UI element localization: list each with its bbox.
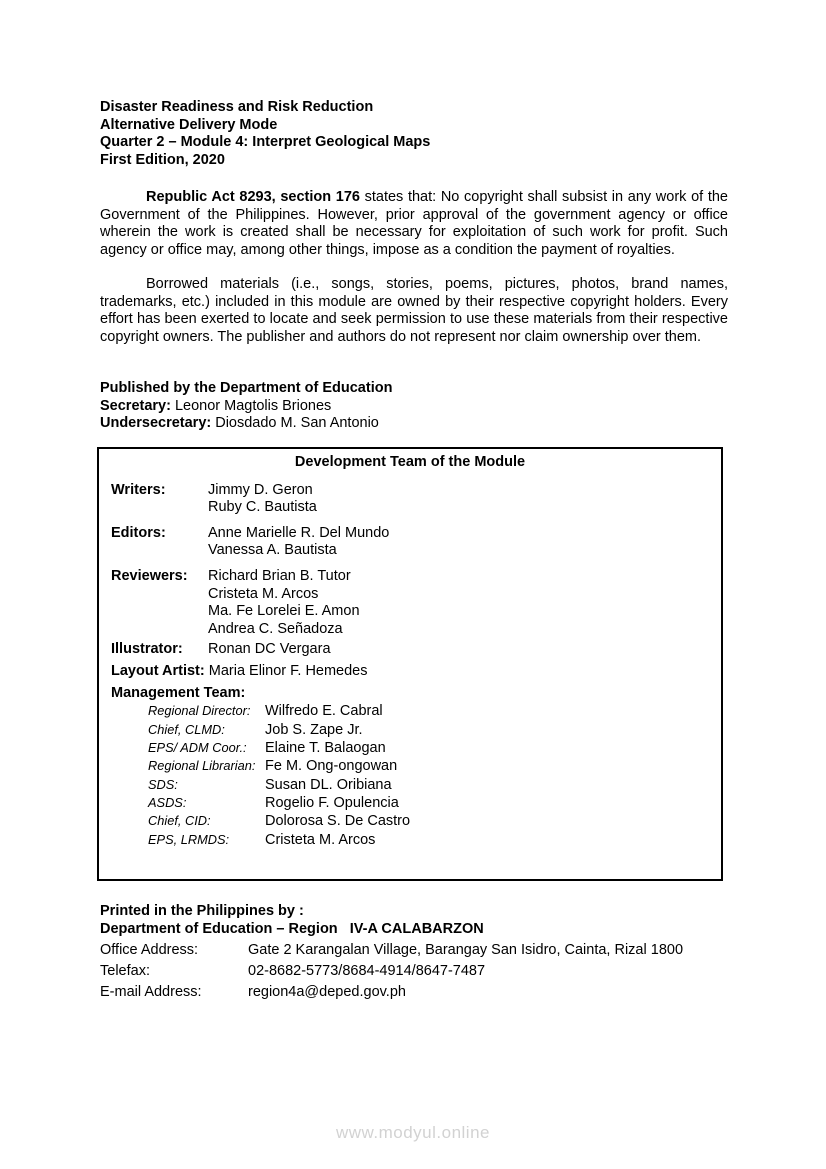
undersecretary-line — [100, 415, 728, 433]
development-team-title: Development Team of the Module — [294, 454, 526, 470]
publisher-block — [100, 380, 728, 433]
module-header — [100, 99, 728, 169]
management-team-list — [148, 702, 709, 849]
printed-in-line: Printed in the Philippines by : — [100, 903, 304, 919]
management-row — [148, 812, 709, 830]
management-role: EPS/ ADM Coor.: — [148, 739, 247, 755]
secretary-line — [100, 398, 728, 416]
editors-names — [208, 525, 389, 560]
layout-artist-name: Maria Elinor F. Hemedes — [208, 662, 368, 679]
writer-name: Jimmy D. Geron — [208, 481, 313, 498]
management-name: Cristeta M. Arcos — [265, 831, 376, 848]
management-row — [148, 721, 709, 739]
layout-artist-label: Layout Artist: — [111, 662, 205, 679]
writer-name: Ruby C. Bautista — [208, 499, 317, 516]
management-role: Regional Director: — [148, 703, 251, 719]
development-team-body — [99, 482, 721, 850]
reviewer-name: Richard Brian B. Tutor — [208, 567, 351, 584]
reviewers-row — [111, 568, 709, 638]
module-edition: First Edition, 2020 — [100, 151, 225, 168]
printing-department-line: Department of Education – Region IV-A CALABARZON — [100, 920, 484, 937]
management-name: Dolorosa S. De Castro — [265, 813, 411, 830]
editor-name: Anne Marielle R. Del Mundo — [208, 524, 390, 541]
illustrator-name: Ronan DC Vergara — [208, 641, 331, 658]
management-role: Chief, CLMD: — [148, 721, 225, 737]
development-team-box — [97, 447, 723, 881]
module-title: Quarter 2 – Module 4: Interpret Geological Maps — [100, 134, 431, 151]
editor-name: Vanessa A. Bautista — [208, 542, 337, 559]
management-row — [148, 831, 709, 849]
management-team-label: Management Team: — [111, 684, 246, 701]
module-series-title: Disaster Readiness and Risk Reduction — [100, 99, 374, 115]
watermark-text: www.modyul.online — [335, 1123, 490, 1142]
layout-artist-row — [111, 663, 709, 681]
reviewer-name: Cristeta M. Arcos — [208, 585, 319, 602]
management-role: Chief, CID: — [148, 813, 211, 829]
email-row — [100, 984, 728, 1002]
secretary-name: Leonor Magtolis Briones — [174, 397, 332, 414]
management-row — [148, 757, 709, 775]
management-name: Elaine T. Balaogan — [265, 739, 386, 756]
management-role: EPS, LRMDS: — [148, 831, 230, 847]
management-row — [148, 739, 709, 757]
management-row — [148, 702, 709, 720]
copyright-paragraph-republic-act — [100, 189, 728, 259]
management-role: SDS: — [148, 776, 178, 792]
secretary-label: Secretary: — [100, 397, 171, 414]
management-name: Susan DL. Oribiana — [265, 776, 392, 793]
editors-label: Editors: — [111, 524, 166, 541]
republic-act-text: states that: No copyright shall subsist in any work of the Government of the Philippines. However, prior approval of the government agency or office wherein the work is created shall be necessary for exploitation of such work for profit. Such agency or office may, among other things, impose as a condition the payment of royalties. — [100, 189, 728, 258]
module-delivery-mode: Alternative Delivery Mode — [100, 116, 278, 133]
copyright-paragraph-borrowed-materials: Borrowed materials (i.e., songs, stories, poems, pictures, photos, brand names, trademarks, etc.) included in this module are owned by their respective copyright holders. Every effort has been exerted to locate and seek permission to use these materials from their respective copyright owners. The publisher and authors do not represent nor claim ownership over them. — [100, 276, 728, 345]
telefax-value: 02-8682-5773/8684-4914/8647-7487 — [248, 962, 486, 979]
reviewer-name: Andrea C. Señadoza — [208, 620, 343, 637]
office-address-row — [100, 942, 728, 960]
email-label: E-mail Address: — [100, 983, 202, 1000]
management-role: Regional Librarian: — [148, 758, 256, 774]
published-by-line: Published by the Department of Education — [100, 380, 393, 396]
management-name: Wilfredo E. Cabral — [265, 703, 383, 720]
management-role: ASDS: — [148, 795, 187, 811]
illustrator-row — [111, 641, 709, 659]
telefax-row — [100, 963, 728, 981]
printed-block — [100, 903, 728, 1001]
undersecretary-name: Diosdado M. San Antonio — [215, 415, 379, 432]
management-name: Rogelio F. Opulencia — [265, 795, 399, 812]
management-row — [148, 776, 709, 794]
reviewers-label: Reviewers: — [111, 567, 188, 584]
illustrator-label: Illustrator: — [111, 641, 183, 658]
management-name: Job S. Zape Jr. — [265, 721, 363, 738]
email-value: region4a@deped.gov.ph — [248, 983, 406, 1000]
writers-names — [208, 482, 317, 517]
management-row — [148, 794, 709, 812]
office-address-label: Office Address: — [100, 941, 199, 958]
undersecretary-label: Undersecretary: — [100, 415, 212, 432]
office-address-value: Gate 2 Karangalan Village, Barangay San Isidro, Cainta, Rizal 1800 — [248, 941, 684, 958]
republic-act-reference: Republic Act 8293, section 176 — [146, 189, 360, 205]
telefax-label: Telefax: — [100, 962, 150, 979]
reviewers-names — [208, 568, 360, 638]
management-name: Fe M. Ong-ongowan — [265, 758, 398, 775]
writers-row — [111, 482, 709, 517]
reviewer-name: Ma. Fe Lorelei E. Amon — [208, 603, 360, 620]
editors-row — [111, 525, 709, 560]
writers-label: Writers: — [111, 481, 166, 498]
